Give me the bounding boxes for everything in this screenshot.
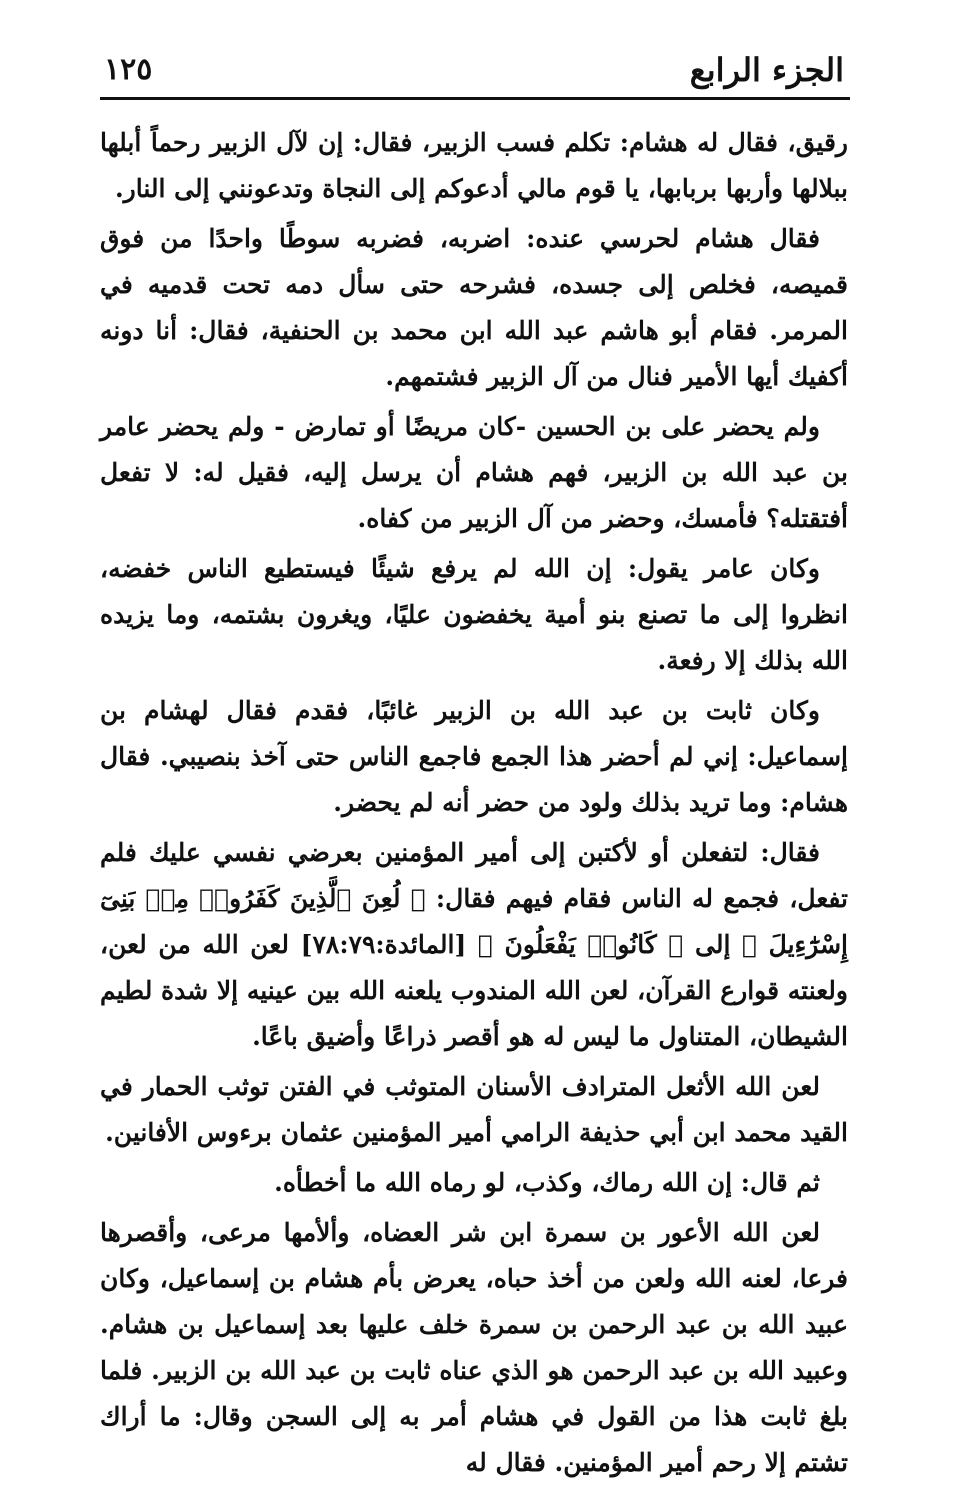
paragraph-7: لعن الله الأثعل المترادف الأسنان المتوثب في الفتن توثب الحمار في القيد محمد ابن أبي حذيفة الرامي أمير المؤمنين عثمان برءوس الأفانين. [100, 1072, 848, 1147]
page-header [102, 46, 848, 98]
page-number: ١٢٥ [104, 52, 153, 87]
running-title: الجزء الرابع [689, 51, 844, 89]
paragraph-6: فقال: لتفعلن أو لأكتبن إلى أمير المؤمنين بعرضي نفسي عليك فلم تفعل، فجمع له الناس فقام فيهم فقال: ﴿ لُعِنَ ٱلَّذِينَ كَفَرُوا۟ مِنۢ بَنِىٓ إِسْرَٰٓءِيلَ ﴾ إلى ﴿ كَانُوا۟ يَفْعَلُونَ ﴾ [المائدة:٧٨:٧٩] لعن الله من لعن، ولعنته قوارع القرآن، لعن الله المندوب يلعنه الله بين عينيه إلا شدة لطيم الشيطان، المتناول ما ليس له هو أقصر ذراعًا وأضيق باعًا. [100, 838, 848, 1051]
paragraph-4: وكان عامر يقول: إن الله لم يرفع شيئًا فيستطيع الناس خفضه، انظروا إلى ما تصنع بنو أمية يخفضون عليًا، ويغرون بشتمه، وما يزيده الله بذلك إلا رفعة. [100, 554, 848, 675]
paragraph-9: لعن الله الأعور بن سمرة ابن شر العضاه، وألأمها مرعى، وأقصرها فرعا، لعنه الله ولعن من أخذ حباه، يعرض بأم هشام بن إسماعيل، وكان عبيد الله بن عبد الرحمن بن سمرة خلف عليها بعد إسماعيل بن هشام. وعبيد الله بن عبد الرحمن هو الذي عناه ثابت بن عبد الله بن الزبير. فلما بلغ ثابت هذا من القول في هشام أمر به إلى السجن وقال: ما أراك تشتم إلا رحم أمير المؤمنين. فقال له [100, 1218, 848, 1477]
paragraph-3: ولم يحضر على بن الحسين -كان مريضًا أو تمارض - ولم يحضر عامر بن عبد الله بن الزبير، فهم هشام أن يرسل إليه، فقيل له: لا تفعل أفتقتله؟ فأمسك، وحضر من آل الزبير من كفاه. [100, 412, 848, 533]
paragraph-1: رقيق، فقال له هشام: تكلم فسب الزبير، فقال: إن لآل الزبير رحماً أبلها ببلالها وأربها بربابها، يا قوم مالي أدعوكم إلى النجاة وتدعونني إلى النار. [100, 128, 848, 203]
header-divider [100, 97, 850, 100]
page-body [100, 120, 848, 1490]
paragraph-2: فقال هشام لحرسي عنده: اضربه، فضربه سوطًا واحدًا من فوق قميصه، فخلص إلى جسده، فشرحه حتى سأل دمه تحت قدميه في المرمر. فقام أبو هاشم عبد الله ابن محمد بن الحنفية، فقال: أنا دونه أكفيك أيها الأمير فنال من آل الزبير فشتمهم. [100, 224, 848, 391]
paragraph-8: ثم قال: إن الله رماك، وكذب، لو رماه الله ما أخطأه. [274, 1168, 820, 1197]
paragraph-5: وكان ثابت بن عبد الله بن الزبير غائبًا، فقدم فقال لهشام بن إسماعيل: إني لم أحضر هذا الجمع فاجمع الناس حتى آخذ بنصيبي. فقال هشام: وما تريد بذلك ولود من حضر أنه لم يحضر. [100, 696, 848, 817]
